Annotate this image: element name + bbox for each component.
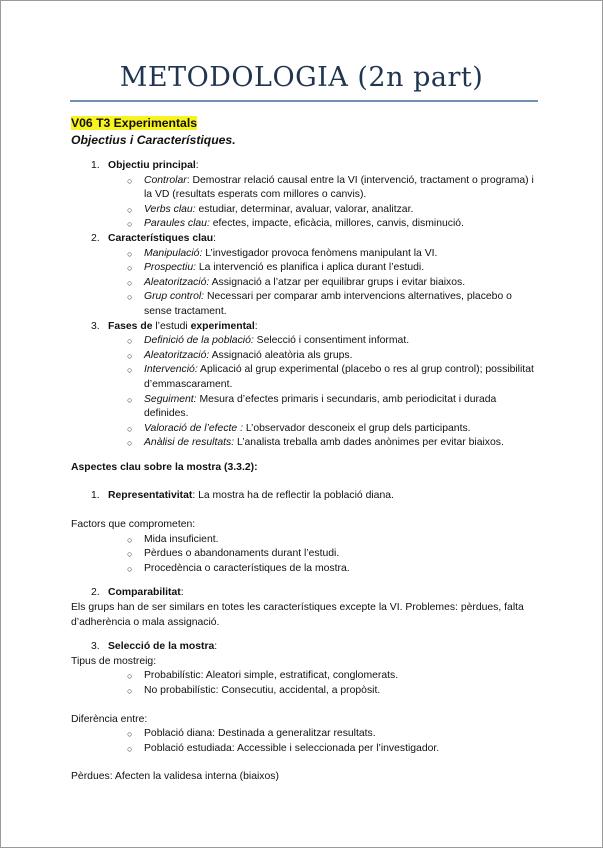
list-item-objective: 1. Objectiu principal:: [71, 159, 541, 174]
sampling-text: Probabilístic: Aleatori simple, estratificat, conglomerats.: [144, 670, 399, 682]
sub-item: [71, 334, 541, 349]
page-title: METODOLOGIA (2n part): [119, 62, 484, 93]
factor-item: [71, 547, 541, 562]
list-item-label: Objectiu principal: [108, 160, 196, 171]
sub-item-label: Intervenció:: [144, 364, 198, 376]
sub-item: [71, 436, 541, 451]
list-item-comparability: [71, 586, 541, 601]
sub-item-text: Selecció i consentiment informat.: [253, 335, 410, 347]
bullet-icon: ○: [127, 277, 133, 288]
list-item-label: Característiques clau: [108, 232, 214, 244]
sub-item-label: Aleatorització:: [144, 276, 210, 288]
sub-item: [71, 393, 541, 422]
sub-item-label: Aleatorització:: [144, 349, 210, 361]
bullet-icon: ○: [127, 394, 133, 405]
bullet-icon: ○: [127, 336, 133, 347]
factor-item: [71, 533, 541, 548]
section-subtitle: Objectius i Característiques.: [71, 133, 236, 147]
difference-text: Població diana: Destinada a generalitzar resultats.: [144, 728, 376, 740]
sub-item: [71, 290, 541, 319]
document-body: [71, 115, 541, 785]
sub-item: [71, 261, 541, 276]
colon: :: [180, 587, 184, 599]
sampling-item: [71, 669, 541, 684]
bullet-icon: ○: [127, 729, 133, 740]
sub-item: [71, 349, 541, 364]
factor-text: Mida insuficient.: [144, 533, 219, 545]
bullet-icon: ○: [127, 438, 133, 449]
bullet-icon: ○: [127, 563, 133, 574]
aspects-heading: Aspectes clau sobre la mostra (3.3.2):: [71, 461, 258, 473]
bullet-icon: ○: [127, 534, 133, 545]
bullet-icon: ○: [127, 423, 133, 434]
sub-item-text: La intervenció es planifica i aplica durant l’estudi.: [195, 262, 425, 274]
sub-item-text: Assignació a l’atzar per equilibrar grups i evitar biaixos.: [209, 276, 466, 288]
bullet-icon: ○: [127, 686, 133, 696]
bullet-icon: ○: [127, 248, 133, 259]
sub-item-label: Definició de la població:: [144, 335, 254, 347]
sub-item-text: L’observador desconeix el grup dels participants.: [242, 422, 471, 434]
difference-item: [71, 727, 541, 742]
sampling-item: [71, 684, 541, 699]
sub-item-label: Verbs clau:: [144, 203, 196, 215]
list-item-selection: [71, 640, 541, 655]
difference-intro: Diferència entre:: [71, 713, 148, 725]
sub-item-label: Grup control:: [144, 291, 205, 303]
sub-item: [71, 247, 541, 262]
sub-item-text: L’analista treballa amb dades anònimes per evitar biaixos.: [234, 437, 504, 449]
section-heading: [71, 115, 541, 132]
list-number: 2.: [91, 232, 100, 244]
sub-item-text: : Demostrar relació causal entre la VI (intervenció, tractament o programa) i la VD (resultats esperats com millores o canvis).: [144, 174, 534, 201]
bullet-icon: ○: [127, 175, 133, 186]
bullet-icon: ○: [127, 263, 133, 274]
bullet-icon: ○: [127, 204, 133, 215]
difference-item: [71, 742, 541, 757]
sub-item-label: Prospectiu:: [144, 262, 196, 274]
factors-intro: Factors que comprometen:: [71, 519, 196, 531]
bullet-icon: ○: [127, 350, 133, 361]
bullet-icon: ○: [127, 219, 133, 230]
sampling-intro: Tipus de mostreig:: [71, 655, 157, 667]
sub-item-text: Assignació aleatòria als grups.: [209, 349, 353, 361]
list-item-characteristics: 2. Característiques clau:: [71, 232, 541, 247]
title-underline: [70, 100, 538, 102]
bullet-icon: ○: [127, 292, 133, 303]
list-item-label-part: Fases de: [108, 320, 153, 332]
sub-item-label: Anàlisi de resultats:: [144, 437, 235, 449]
sub-item-text: L’investigador provoca fenòmens manipulant la VI.: [202, 247, 438, 259]
sub-item: [71, 217, 541, 232]
list-item-label-part: experimental: [190, 320, 255, 332]
list-number: 3.: [91, 641, 100, 653]
bullet-icon: ○: [127, 743, 133, 754]
difference-text: Població estudiada: Accessible i seleccionada per l’investigador.: [144, 742, 440, 754]
sub-item-label: Manipulació:: [144, 247, 203, 259]
list-number: 3.: [91, 320, 100, 332]
bullet-icon: ○: [127, 365, 133, 376]
list-item-phases: 3. Fases de l’estudi experimental:: [71, 320, 541, 335]
list-item-label: Representativitat: [108, 490, 193, 502]
sub-item-text: efectes, impacte, eficàcia, millores, canvis, disminució.: [209, 218, 464, 230]
list-item-text: : La mostra ha de reflectir la població diana.: [192, 490, 394, 502]
comparability-text: Els grups han de ser similars en totes les característiques excepte la VI. Problemes: pèrdues, falta d’adherència o mala assignació.: [71, 602, 524, 628]
sub-item: [71, 276, 541, 291]
sampling-text: No probabilístic: Consecutiu, accidental, a propòsit.: [144, 685, 381, 696]
bullet-icon: ○: [127, 549, 133, 560]
sub-item-text: Mesura d’efectes primaris i secundaris, amb periodicitat i durada definides.: [144, 393, 497, 420]
sub-item-label: Seguiment:: [144, 393, 197, 405]
sub-item-text: Aplicació al grup experimental (placebo o res al grup control); possibilitat d’emmascarament.: [144, 364, 534, 390]
sub-item-text: estudiar, determinar, avaluar, valorar, analitzar.: [195, 203, 414, 215]
sub-item: [71, 203, 541, 218]
sub-item: [71, 422, 541, 437]
list-number: 2.: [91, 587, 100, 599]
sub-item: [71, 174, 541, 203]
sub-item: [71, 363, 541, 392]
list-item-label: Selecció de la mostra: [108, 641, 215, 653]
list-number: 1.: [91, 490, 100, 502]
highlighted-heading: V06 T3 Experimentals: [71, 116, 197, 130]
colon: :: [214, 641, 218, 653]
factor-text: Procedència o característiques de la mostra.: [144, 562, 350, 574]
sub-item-label: Paraules clau:: [144, 218, 210, 230]
list-item-representativeness: [71, 489, 541, 504]
factor-item: [71, 562, 541, 577]
losses-text: Pèrdues: Afecten la validesa interna (biaixos): [71, 771, 279, 783]
sub-item-label: Valoració de l’efecte :: [144, 422, 243, 434]
sub-item-text: Necessari per comparar amb intervencions alternatives, placebo o sense tractament.: [144, 291, 512, 317]
list-item-label-part: l’estudi: [152, 320, 191, 332]
list-number: 1.: [91, 160, 100, 171]
bullet-icon: ○: [127, 671, 133, 682]
factor-text: Pèrdues o abandonaments durant l’estudi.: [144, 548, 340, 560]
sub-item-label: Controlar: [144, 174, 187, 186]
list-item-label: Comparabilitat: [108, 587, 181, 599]
